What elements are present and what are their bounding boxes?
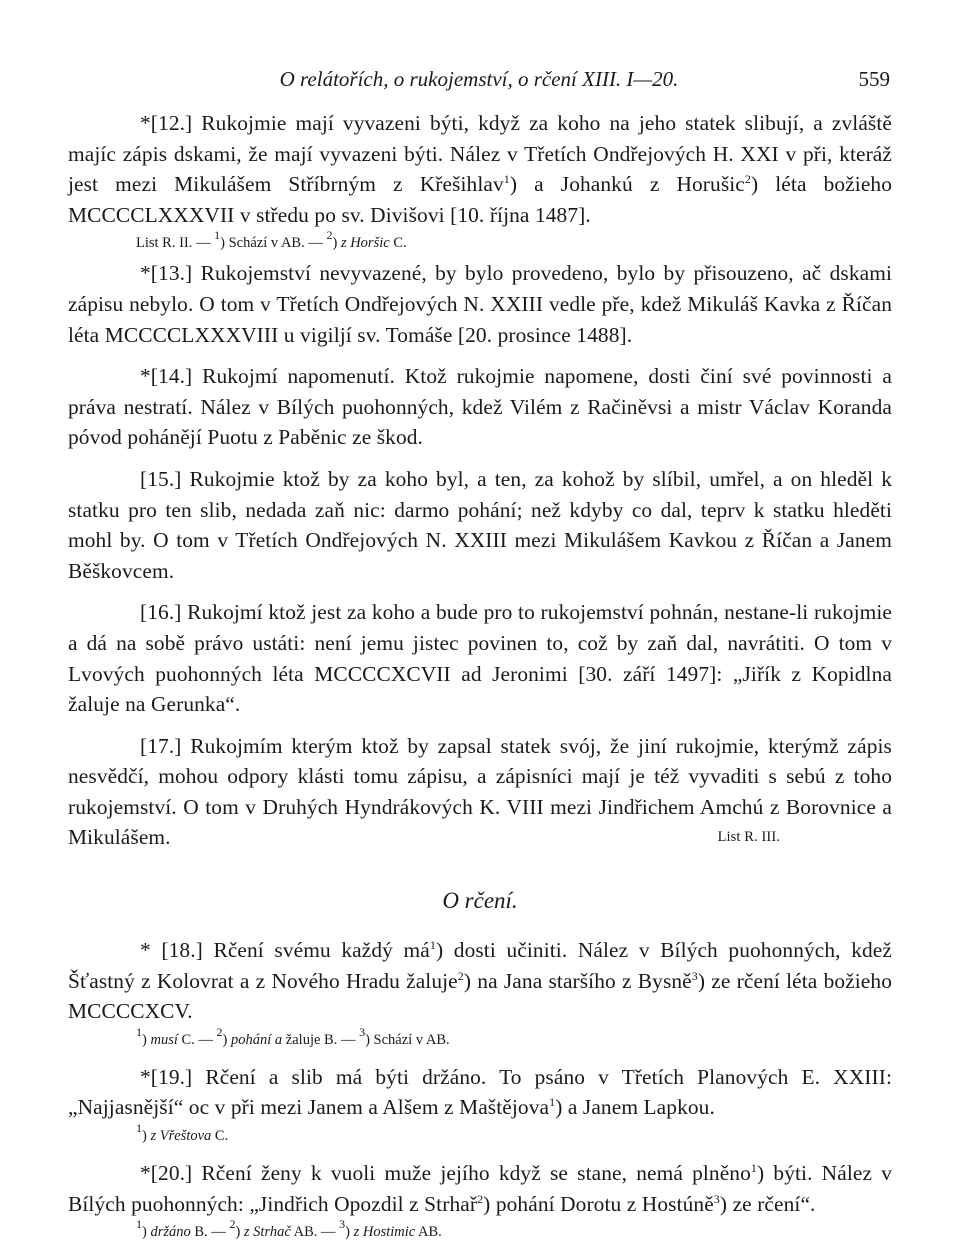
running-head	[68, 64, 890, 94]
running-title: O relátořích, o rukojemství, o rčení XIII. I—20.	[279, 67, 679, 91]
footnote-text: AB. —	[290, 1224, 340, 1241]
footnote-20: $^1$) držáno B. — $^2$) z Strhač AB. — $^3$) z Hostimic AB.	[136, 1217, 442, 1241]
entry-17	[68, 731, 892, 853]
footnote-text: C.	[389, 235, 407, 252]
entry-20-text: ) býti. Nález v Bílých puohonných: „Jindřich Opozdil z Strhař	[68, 1161, 892, 1216]
footnote-variant: z Horšic	[340, 235, 390, 252]
entry-12-text-c: ) léta božieho MCCCCLXXXVII v středu po sv. Divišovi [10. října 1487].	[68, 172, 892, 227]
footnote-ref: 1	[549, 1095, 556, 1110]
footnote-variant: z Vřeštova	[150, 1128, 212, 1145]
page-body	[68, 108, 892, 1247]
footnote-ref: 2	[477, 1191, 484, 1206]
footnote-marker: 1	[136, 1024, 142, 1039]
entry-12-text-a: *[12.] Rukojmie mají vyvazeni býti, když za koho na jeho statek slibují, a zvláště majíc zápis dskami, že mají vyvazeni býti. Nález v Třetích Ondřejových H. XXI v při, kteráž jest mezi Mikulášem Stříbrným z Křešihlav	[68, 111, 892, 197]
footnote-variant: musí	[150, 1031, 178, 1048]
footnote-text: žaluje B. —	[282, 1031, 360, 1048]
entry-18-text: ) dosti učiniti. Nález v Bílých puohonných, kdež Šťastný z Kolovrat a z Nového Hradu žaluje	[68, 938, 892, 993]
entry-12	[68, 108, 892, 230]
footnote-ref: 3	[691, 968, 698, 983]
footnote-19: $^1$) z Vřeštova C.	[136, 1121, 229, 1145]
entry-18-text: * [18.] Rčení svému každý má	[140, 938, 430, 963]
entry-20-text: *[20.] Rčení ženy k vuoli muže jejího když se stane, nemá plněno	[140, 1161, 751, 1186]
footnote-marker: 1	[136, 1121, 142, 1136]
footnote-text: C.	[211, 1128, 229, 1145]
list-reference: List R. III.	[717, 829, 780, 846]
page-number: 559	[858, 67, 890, 91]
footnote-marker: 2	[216, 1024, 223, 1039]
footnote-ref: 1	[429, 938, 436, 953]
entry-18	[68, 935, 892, 1027]
footnote-ref-2: 2	[744, 172, 751, 187]
footnote-marker: 1	[214, 228, 221, 243]
footnote-variant: z Hostimic	[353, 1224, 416, 1241]
footnote-ref: 1	[750, 1161, 758, 1176]
footnote-text: C. —	[177, 1031, 217, 1048]
footnote-ref: 2	[457, 968, 464, 983]
footnote-text: AB.	[415, 1224, 442, 1241]
entry-20-text: ) ze rčení“.	[719, 1191, 816, 1216]
entry-12-text-b: ) a Johankú z Horušic	[509, 172, 745, 197]
entry-17-text: [17.] Rukojmím kterým ktož by zapsal statek svój, že jiní rukojmie, kterýmž zápis nesvědčí, mohou odpory klásti tomu zápisu, a zápisníci mají je též vyvaditi s sebú z toho rukojemství. O tom v Druhých Hyndrákových K. VIII mezi Jindřichem Amchú z Borovnice a Mikulášem.	[68, 733, 892, 850]
footnote-ref-1: 1	[503, 172, 510, 187]
footnote-marker: 1	[136, 1217, 142, 1232]
entry-18-text: ) ze rčení léta božieho MCCCCXCV.	[68, 968, 892, 1024]
footnote-marker: 2	[229, 1217, 236, 1232]
footnote-variant: z Strhač	[243, 1224, 291, 1241]
entry-16: [16.] Rukojmí ktož jest za koho a bude pro to rukojemství pohnán, nestane-li rukojmie a dá na sobě právo ustáti: není jemu jistec povinen to, což by zaň dal, navrátiti. O tom v Lvových puohonných léta MCCCCXCVII ad Jeronimi [30. září 1497]: „Jiřík z Kopidlna žaluje na Gerunka“.	[68, 600, 892, 717]
footnote-list-ref: List R. II. —	[136, 235, 215, 252]
footnote-text: ) Schází v AB. —	[220, 235, 327, 252]
entry-19-text: *[19.] Rčení a slib má býti držáno. To psáno v Třetích Planových E. XXIII: „Najjasnější“ oc v při mezi Janem a Alšem z Maštějova	[68, 1064, 892, 1120]
entry-14: *[14.] Rukojmí napomenutí. Ktož rukojmie napomene, dosti činí své povinnosti a práva nestratí. Nález v Bílých puohonných, kdež Vilém z Račiněvsi a mistr Václav Koranda póvod pohánějí Puotu z Paběnic ze škod.	[68, 364, 892, 450]
entry-20-text: ) pohání Dorotu z Hostúně	[483, 1191, 714, 1216]
footnote-18: $^1$) musí C. — $^2$) pohání a žaluje B. — $^3$) Schází v AB.	[136, 1024, 450, 1048]
footnote-variant: držáno	[150, 1224, 191, 1241]
entry-19-text: ) a Janem Lapkou.	[555, 1095, 715, 1120]
footnote-marker: 3	[339, 1217, 346, 1232]
entry-19	[68, 1062, 892, 1123]
entry-13: *[13.] Rukojemství nevyvazené, by bylo provedeno, bylo by přisouzeno, ač dskami zápisu nebylo. O tom v Třetích Ondřejových N. XXIII vedle pře, kdež Mikuláš Kavka z Říčan léta MCCCCLXXXVIII u vigiljí sv. Tomáše [20. prosince 1488].	[68, 261, 892, 347]
footnote-ref: 3	[713, 1191, 720, 1206]
entry-18-text: ) na Jana staršího z Bysně	[463, 968, 692, 993]
entry-15: [15.] Rukojmie ktož by za koho byl, a ten, za kohož by slíbil, umřel, a on hleděl k statku pro ten slib, nedada zaň nic: darmo pohání; než kdyby co dal, teprv k statku hleděti mohl by. O tom v Třetích Ondřejových N. XXIII mezi Mikulášem Kavkou z Říčan a Janem Běškovcem.	[68, 466, 892, 583]
section-heading: O rčení.	[442, 888, 518, 914]
footnote-12	[68, 228, 892, 254]
footnote-text: B. —	[190, 1224, 230, 1241]
footnote-text: )	[332, 235, 341, 252]
footnote-text: ) Schází v AB.	[365, 1031, 450, 1048]
footnote-marker: 2	[326, 228, 333, 243]
footnote-variant: pohání a	[231, 1031, 283, 1048]
footnote-marker: 3	[359, 1024, 366, 1039]
entry-20	[68, 1158, 892, 1219]
